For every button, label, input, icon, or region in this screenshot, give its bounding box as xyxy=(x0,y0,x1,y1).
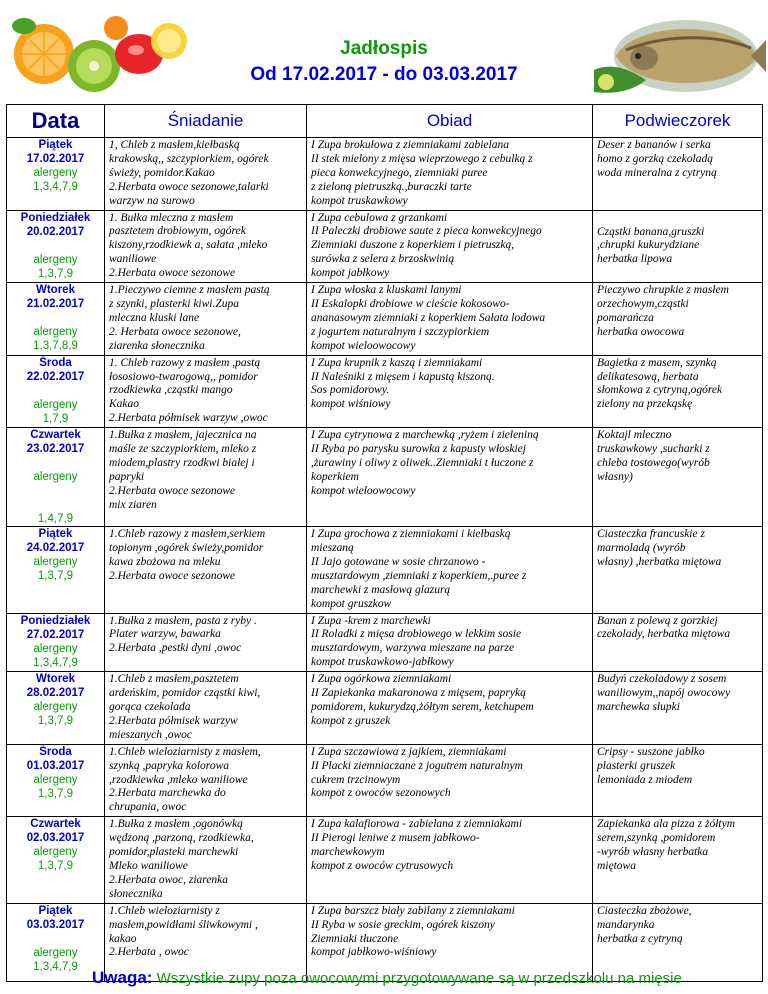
snack-cell-line: plasterki gruszek xyxy=(597,759,676,772)
date-cell-line xyxy=(9,932,102,946)
breakfast-cell-line: 2.Herbata owoce sezonowe xyxy=(109,569,236,582)
date-cell-line: alergeny xyxy=(33,773,78,786)
breakfast-cell-line: 2. Herbata owoce sezonowe, xyxy=(109,325,241,338)
lunch-cell-line: koperkiem xyxy=(311,470,359,483)
lunch-cell-line: II Roladki z mięsa drobiowego w lekkim sosie xyxy=(311,628,522,641)
snack-cell-line: delikatesową, herbata xyxy=(597,370,699,383)
snack-cell-line: chleba tostowego(wyrób xyxy=(597,456,710,469)
breakfast-cell-line: mleczna kluski lane xyxy=(109,311,200,324)
lunch-cell-line: kompot z owoców cytrusowych xyxy=(311,859,454,872)
date-cell-line xyxy=(9,311,102,325)
breakfast-cell-line: 2.Herbata ,pestki dyni ,owoc xyxy=(109,642,242,655)
snack-cell-line: pomarańcza xyxy=(597,311,654,324)
breakfast-cell-line: ardeńskim, pomidor cząstki kiwi, xyxy=(109,687,261,700)
lunch-cell xyxy=(307,210,593,283)
snack-cell-line: Deser z bananów i serka xyxy=(597,139,711,151)
date-cell xyxy=(7,355,105,428)
breakfast-cell-line: 1. Chleb razowy z masłem ,pastą xyxy=(109,356,261,369)
breakfast-cell-line: kakao xyxy=(109,932,137,945)
snack-cell-line: Ciasteczka francuskie z xyxy=(597,528,705,541)
lunch-cell xyxy=(307,817,593,903)
breakfast-cell-line: maśle ze szczypiorkiem, mleko z xyxy=(109,443,257,456)
snack-cell-line: truskawkowy ,sucharki z xyxy=(597,443,710,456)
breakfast-cell-line: miodem,plastry rzodkwi białej i xyxy=(109,456,255,469)
breakfast-cell xyxy=(105,355,307,428)
lunch-cell xyxy=(307,672,593,745)
date-cell xyxy=(7,903,105,981)
lunch-cell-line: I Zupa ogórkowa ziemniakami xyxy=(311,673,452,686)
table-row xyxy=(7,283,763,356)
date-cell xyxy=(7,613,105,672)
breakfast-cell xyxy=(105,817,307,903)
breakfast-cell-line: pasztetem drobiowym, ogórek xyxy=(109,225,246,238)
lunch-cell-line: II Naleśniki z mięsem i kapustą kiszoną. xyxy=(311,370,495,383)
lunch-cell-line: Ziemniaki tłuczone xyxy=(311,932,399,945)
date-cell-line: 1,3,7,9 xyxy=(37,860,74,873)
date-cell xyxy=(7,428,105,527)
date-cell xyxy=(7,672,105,745)
lunch-cell-line: z zieloną pietruszką.,buraczki tarte xyxy=(311,180,472,193)
snack-cell-line: mandarynka xyxy=(597,918,655,931)
breakfast-cell xyxy=(105,744,307,817)
lunch-cell-line: kompot wieloowocowy xyxy=(311,339,416,352)
snack-cell-line xyxy=(597,212,758,226)
lunch-cell-line: II stek mielony z mięsa wieprzowego z cebulką z xyxy=(311,152,533,165)
lunch-cell-line: II Zapiekanka makaronowa z mięsem, papryką xyxy=(311,687,526,700)
breakfast-cell-line: kiszony,rzodkiewk a, sałata ,mleko xyxy=(109,239,268,252)
snack-cell xyxy=(593,138,763,211)
breakfast-cell-line: rzodkiewka ,cząstki mango xyxy=(109,384,233,397)
lunch-cell-line: musztardowym, warzywa mieszane na parze xyxy=(311,642,515,655)
lunch-cell-line: kompot jabłkowy xyxy=(311,267,390,280)
date-cell-line: Wtorek xyxy=(36,284,75,297)
date-cell xyxy=(7,283,105,356)
breakfast-cell-line: łososiowo-twarogową,, pomidor xyxy=(109,370,258,383)
date-cell xyxy=(7,210,105,283)
breakfast-cell-line: świeży, pomidor.Kakao xyxy=(109,166,215,179)
lunch-cell-line: II Jajo gotowane w sosie chrzanowo - xyxy=(311,555,486,568)
lunch-cell-line: marchewkowym xyxy=(311,846,385,859)
lunch-cell-line: pomidorem, kukurydzą,żółtym serem, ketchupem xyxy=(311,701,534,713)
breakfast-cell-line: słonecznika xyxy=(109,887,163,900)
breakfast-cell-line: 1.Bułka z masłem, pasta z ryby . xyxy=(109,614,257,627)
lunch-cell-line: II Eskalopki drobiowe w cieście kokosowo- xyxy=(311,297,510,310)
snack-cell-line: homo z gorzką czekoladą xyxy=(597,152,713,165)
date-cell-line: Środa xyxy=(39,356,72,369)
lunch-cell-line: II Pierogi leniwe z musem jabłkowo- xyxy=(311,832,480,845)
breakfast-cell-line: 2.Herbata półmisek warzyw ,owoc xyxy=(109,412,268,425)
footer-note-text: Wszystkie zupy poza owocowymi przygotowywane są w przedszkolu na mięsie xyxy=(152,970,682,987)
table-row xyxy=(7,138,763,211)
breakfast-cell xyxy=(105,613,307,672)
lunch-cell-line: I Zupa kalafiorowa - zabielana z ziemniakami xyxy=(311,818,523,831)
snack-cell-line: ,chrupki kukurydziane xyxy=(597,239,700,252)
snack-cell-line: Zapiekanka ala pizza z żółtym xyxy=(597,818,735,831)
date-cell xyxy=(7,744,105,817)
lunch-cell-line: cukrem trzcinowym xyxy=(311,773,401,786)
breakfast-cell xyxy=(105,672,307,745)
breakfast-cell-line: Plater warzyw, bawarka xyxy=(109,628,221,641)
breakfast-cell-line: 2.Herbata , owoc xyxy=(109,946,189,959)
lunch-cell-line: kompot wiśniowy xyxy=(311,398,391,411)
lunch-cell-line: I Zupa krupnik z kaszą i ziemniakami xyxy=(311,356,483,369)
date-cell-line: 21.02.2017 xyxy=(26,298,85,311)
breakfast-cell-line: 2.Herbata marchewka do xyxy=(109,787,226,800)
breakfast-cell-line: 1.Chleb wieloziarnisty z xyxy=(109,904,220,917)
snack-cell-line: Cząstki banana,gruszki xyxy=(597,225,705,238)
snack-cell-line: miętowa xyxy=(597,859,636,872)
date-cell-line: alergeny xyxy=(33,167,78,179)
breakfast-cell-line: gorąca czekolada xyxy=(109,701,191,713)
snack-cell-line: Bagietka z masem, szynką xyxy=(597,356,717,369)
lunch-cell xyxy=(307,428,593,527)
snack-cell xyxy=(593,283,763,356)
date-cell-line: 1,3,4,7,9 xyxy=(33,181,78,193)
date-cell-line: alergeny xyxy=(33,642,78,655)
lunch-cell-line: I Zupa szczawiowa z jajkiem, ziemniakami xyxy=(311,745,507,758)
date-cell-line: 1,3,7,9 xyxy=(37,715,74,728)
breakfast-cell xyxy=(105,428,307,527)
lunch-cell-line: ,żurawiny i oliwy z oliwek..Ziemniaki t łuczone z xyxy=(311,456,534,469)
menu-body xyxy=(7,138,763,982)
date-cell-line: Poniedziałek xyxy=(20,211,91,224)
breakfast-cell-line: 1.Bułka z masłem, jajecznica na xyxy=(109,429,257,442)
breakfast-cell-line: 1.Chleb z masłem,pasztetem xyxy=(109,673,239,686)
table-row xyxy=(7,817,763,903)
lunch-cell-line: kompot z gruszek xyxy=(311,714,391,727)
snack-cell xyxy=(593,210,763,283)
breakfast-cell-line: 1.Chleb wieloziarnisty z masłem, xyxy=(109,745,261,758)
snack-cell-line: herbatka lipowa xyxy=(597,253,673,266)
breakfast-cell-line: z szynki, plasterki kiwi.Zupa xyxy=(109,297,240,310)
breakfast-cell-line: mieszanych ,owoc xyxy=(109,728,193,741)
breakfast-cell-line: wędzoną ,parzoną, rzodkiewka, xyxy=(109,832,254,845)
breakfast-cell-line: ziarenka słonecznika xyxy=(109,339,205,352)
lunch-cell xyxy=(307,138,593,211)
breakfast-cell-line: 1.Pieczywo ciemne z masłem pastą xyxy=(109,284,270,297)
date-cell-line: 24.02.2017 xyxy=(26,542,85,555)
snack-cell xyxy=(593,355,763,428)
snack-cell-line: marchewka słupki xyxy=(597,701,680,713)
lunch-cell-line: kompot gruszkow xyxy=(311,597,392,610)
date-cell-line: 1,7,9 xyxy=(42,412,69,425)
breakfast-cell-line: 1.Chleb razowy z masłem,serkiem xyxy=(109,528,266,541)
date-cell-line: Poniedziałek xyxy=(20,614,91,627)
snack-cell-line: słomkowa z cytryną,ogórek xyxy=(597,384,723,397)
lunch-cell-line: marchewki z masłową glazurą xyxy=(311,583,451,596)
breakfast-cell-line: waniliowe xyxy=(109,253,157,266)
breakfast-cell-line: ,rzodkiewka ,mleko waniliowe xyxy=(109,773,248,786)
date-cell-line: 1,3,7,9 xyxy=(37,267,74,280)
lunch-cell-line: Sos pomidorowy. xyxy=(311,384,390,397)
lunch-cell-line: I Zupa grochowa z ziemniakami i kiełbaską xyxy=(311,528,511,541)
snack-cell-line: -wyrób własny herbatka xyxy=(597,846,709,859)
lunch-cell-line: II Placki ziemniaczane z jogutrem naturalnym xyxy=(311,759,523,772)
snack-cell-line: Banan z polewą z gorzkiej xyxy=(597,614,718,627)
snack-cell-line: zielony na przekąskę xyxy=(597,398,693,411)
table-row xyxy=(7,672,763,745)
breakfast-cell-line: papryki xyxy=(109,470,145,483)
period-subtitle: Od 17.02.2017 - do 03.03.2017 xyxy=(250,64,518,85)
snack-cell-line: Ciasteczka zbożowe, xyxy=(597,904,692,917)
date-cell-line: alergeny xyxy=(33,398,78,411)
breakfast-cell-line: 1. Bułka mleczna z masłem xyxy=(109,211,234,224)
date-cell-line xyxy=(9,498,102,512)
date-cell-line: 22.02.2017 xyxy=(26,370,85,383)
date-cell-line: 1,4,7,9 xyxy=(37,513,74,526)
date-cell-line: Środa xyxy=(39,745,72,758)
breakfast-cell-line: Mleko waniliowe xyxy=(109,859,188,872)
date-cell-line: alergeny xyxy=(33,846,78,859)
date-cell-line: 23.02.2017 xyxy=(26,443,85,456)
date-cell-line: 27.02.2017 xyxy=(26,628,85,641)
lunch-cell-line: kompot z owoców sezonowych xyxy=(311,787,451,800)
snack-cell xyxy=(593,613,763,672)
footer-note-label: Uwaga: xyxy=(92,968,153,987)
breakfast-cell-line: 2.Herbata owoce sezonowe xyxy=(109,267,236,280)
date-cell xyxy=(7,138,105,211)
lunch-cell-line: mieszaną xyxy=(311,542,354,555)
breakfast-cell xyxy=(105,283,307,356)
lunch-cell-line: kompot wieloowocowy xyxy=(311,484,416,497)
breakfast-cell xyxy=(105,138,307,211)
lunch-cell-line: kompot truskawkowy xyxy=(311,194,408,207)
breakfast-cell-line: szynką ,papryka kolorowa xyxy=(109,759,229,772)
snack-cell xyxy=(593,527,763,613)
snack-cell-line: orzechowym,cząstki xyxy=(597,297,689,310)
date-cell xyxy=(7,527,105,613)
lunch-cell-line: kompot jabłkowo-wiśniowy xyxy=(311,946,437,959)
breakfast-cell-line: 1, Chleb z masłem,kiełbaską xyxy=(109,139,240,151)
breakfast-cell-line: 1.Bułka z masłem ,ogonówką xyxy=(109,818,243,831)
date-cell-line: Piątek xyxy=(38,904,73,917)
lunch-cell-line: I Zupa brokułowa z ziemniakami zabielana xyxy=(311,139,509,151)
breakfast-cell xyxy=(105,527,307,613)
date-cell-line: 1,3,7,9 xyxy=(37,787,74,800)
lunch-cell-line: I Zupa -krem z marchewki xyxy=(311,614,431,627)
breakfast-cell-line: 2.Herbata półmisek warzyw xyxy=(109,714,238,727)
lunch-cell-line: I Zupa włoska z kluskami lanymi xyxy=(311,284,462,297)
date-cell-line: 1,3,4,7,9 xyxy=(33,656,78,669)
breakfast-cell-line: kawa zbożowa na mleku xyxy=(109,555,221,568)
snack-cell xyxy=(593,817,763,903)
snack-cell xyxy=(593,672,763,745)
lunch-cell-line: z jogurtem naturalnym i szczypiorkiem xyxy=(311,325,490,338)
snack-cell-line: woda mineralna z cytryną xyxy=(597,166,717,179)
column-header-date: Data xyxy=(7,105,105,138)
date-cell-line xyxy=(9,384,102,398)
breakfast-cell-line: Kakao xyxy=(109,398,140,411)
date-cell-line xyxy=(9,484,102,498)
snack-cell-line: lemoniada z miodem xyxy=(597,773,693,786)
date-cell-line: 01.03.2017 xyxy=(26,759,85,772)
date-cell-line: alergeny xyxy=(33,471,78,484)
date-cell-line: alergeny xyxy=(33,556,78,569)
date-cell xyxy=(7,817,105,903)
snack-cell-line: Koktajl mleczno xyxy=(597,429,672,442)
snack-cell-line: herbatka z cytryną xyxy=(597,932,683,945)
snack-cell-line: waniliowym,,napój owocowy xyxy=(597,687,731,700)
table-row xyxy=(7,210,763,283)
date-cell-line: 1,3,7,8,9 xyxy=(33,340,78,353)
column-header-snack: Podwieczorek xyxy=(593,105,763,138)
lunch-cell xyxy=(307,283,593,356)
date-cell-line: 28.02.2017 xyxy=(26,687,85,700)
snack-cell-line: własny) xyxy=(597,470,633,483)
table-row xyxy=(7,428,763,527)
date-cell-line: 20.02.2017 xyxy=(26,225,85,238)
date-cell-line: alergeny xyxy=(33,253,78,266)
lunch-cell-line: I Zupa cebulowa z grzankami xyxy=(311,211,448,224)
lunch-cell-line: ananasowym ziemniaki z koperkiem Sałata lodowa xyxy=(311,311,546,324)
column-header-lunch: Obiad xyxy=(307,105,593,138)
date-cell-line: alergeny xyxy=(33,326,78,339)
lunch-cell-line: surówka z selera z brzoskwinią xyxy=(311,253,455,266)
breakfast-cell-line: krakowską,, szczypiorkiem, ogórek xyxy=(109,152,269,165)
table-row xyxy=(7,355,763,428)
lunch-cell xyxy=(307,744,593,817)
lunch-cell-line: II Ryba w sosie greckim, ogórek kiszony xyxy=(311,918,495,931)
date-cell-line xyxy=(9,456,102,470)
lunch-cell-line: musztardowym ,ziemniaki z koperkiem,.puree z xyxy=(311,569,527,582)
breakfast-cell xyxy=(105,210,307,283)
breakfast-cell-line: 2.Herbata owoce sezonowe xyxy=(109,484,236,497)
breakfast-cell-line: 2.Herbata owoc, ziarenka xyxy=(109,873,229,886)
snack-cell-line: herbatka owocowa xyxy=(597,325,685,338)
lunch-cell xyxy=(307,355,593,428)
breakfast-cell-line: chrupania, owoc xyxy=(109,801,187,814)
snack-cell-line: serem,szynką ,pomidorem xyxy=(597,832,716,845)
breakfast-cell-line: mix ziaren xyxy=(109,498,157,511)
date-cell-line: Czwartek xyxy=(30,429,81,442)
footer-note xyxy=(92,968,682,988)
snack-cell-line: Cripsy - suszone jabłko xyxy=(597,745,705,758)
snack-cell xyxy=(593,744,763,817)
date-cell-line: 02.03.2017 xyxy=(26,832,85,845)
lunch-cell-line: II Paleczki drobiowe saute z pieca konwekcyjnego xyxy=(311,225,542,238)
lunch-cell-line: II Ryba po parysku surowka z kapusty włoskiej xyxy=(311,443,526,456)
table-row xyxy=(7,527,763,613)
date-cell-line: alergeny xyxy=(33,701,78,714)
date-cell-line: 17.02.2017 xyxy=(26,153,85,165)
lunch-cell-line: kompot truskawkowo-jabłkowy xyxy=(311,656,454,669)
snack-cell-line: czekolady, herbatka miętowa xyxy=(597,628,731,641)
snack-cell-line: marmoladą (wyrób xyxy=(597,542,686,555)
snack-cell-line: Pieczywo chrupkie z masłem xyxy=(597,284,729,297)
date-cell-line xyxy=(9,239,102,253)
page-title: Jadłospis xyxy=(340,38,428,59)
snack-cell xyxy=(593,428,763,527)
date-cell-line: 03.03.2017 xyxy=(26,918,85,931)
breakfast-cell-line: 2.Herbata owoce sezonowe,talarki xyxy=(109,180,269,193)
date-cell-line: alergeny xyxy=(33,946,78,959)
table-row xyxy=(7,613,763,672)
date-cell-line: 1,3,7,9 xyxy=(37,570,74,583)
lunch-cell xyxy=(307,613,593,672)
lunch-cell-line: I Zupa cytrynowa z marchewką ,ryżem i zieleniną xyxy=(311,429,539,442)
table-row xyxy=(7,744,763,817)
snack-cell-line: Budyń czekoladowy z sosem xyxy=(597,673,727,686)
breakfast-cell-line: masłem,powidłami śliwkowymi , xyxy=(109,918,258,931)
breakfast-cell-line: warzyw na surowo xyxy=(109,194,195,207)
date-cell-line: Wtorek xyxy=(36,673,75,686)
menu-table xyxy=(6,104,763,982)
lunch-cell-line: I Zupa barszcz biały zabilany z ziemniakami xyxy=(311,904,515,917)
date-cell-line: Piątek xyxy=(38,528,73,541)
date-cell-line: Piątek xyxy=(38,139,73,151)
breakfast-cell-line: pomidor,plasteki marchewki xyxy=(109,846,239,859)
lunch-cell-line: pieca konwekcyjnego, ziemniaki puree xyxy=(311,166,488,179)
lunch-cell xyxy=(307,527,593,613)
lunch-cell-line: Ziemniaki duszone z koperkiem i pietruszką, xyxy=(311,239,515,252)
date-cell-line: 1,3,4,7,9 xyxy=(33,960,78,973)
date-cell-line: Czwartek xyxy=(30,818,81,831)
column-header-breakfast: Śniadanie xyxy=(105,105,307,138)
snack-cell-line: własny) ,herbatka miętowa xyxy=(597,555,722,568)
breakfast-cell-line: topionym ,ogórek świeży,pomidor xyxy=(109,542,264,555)
